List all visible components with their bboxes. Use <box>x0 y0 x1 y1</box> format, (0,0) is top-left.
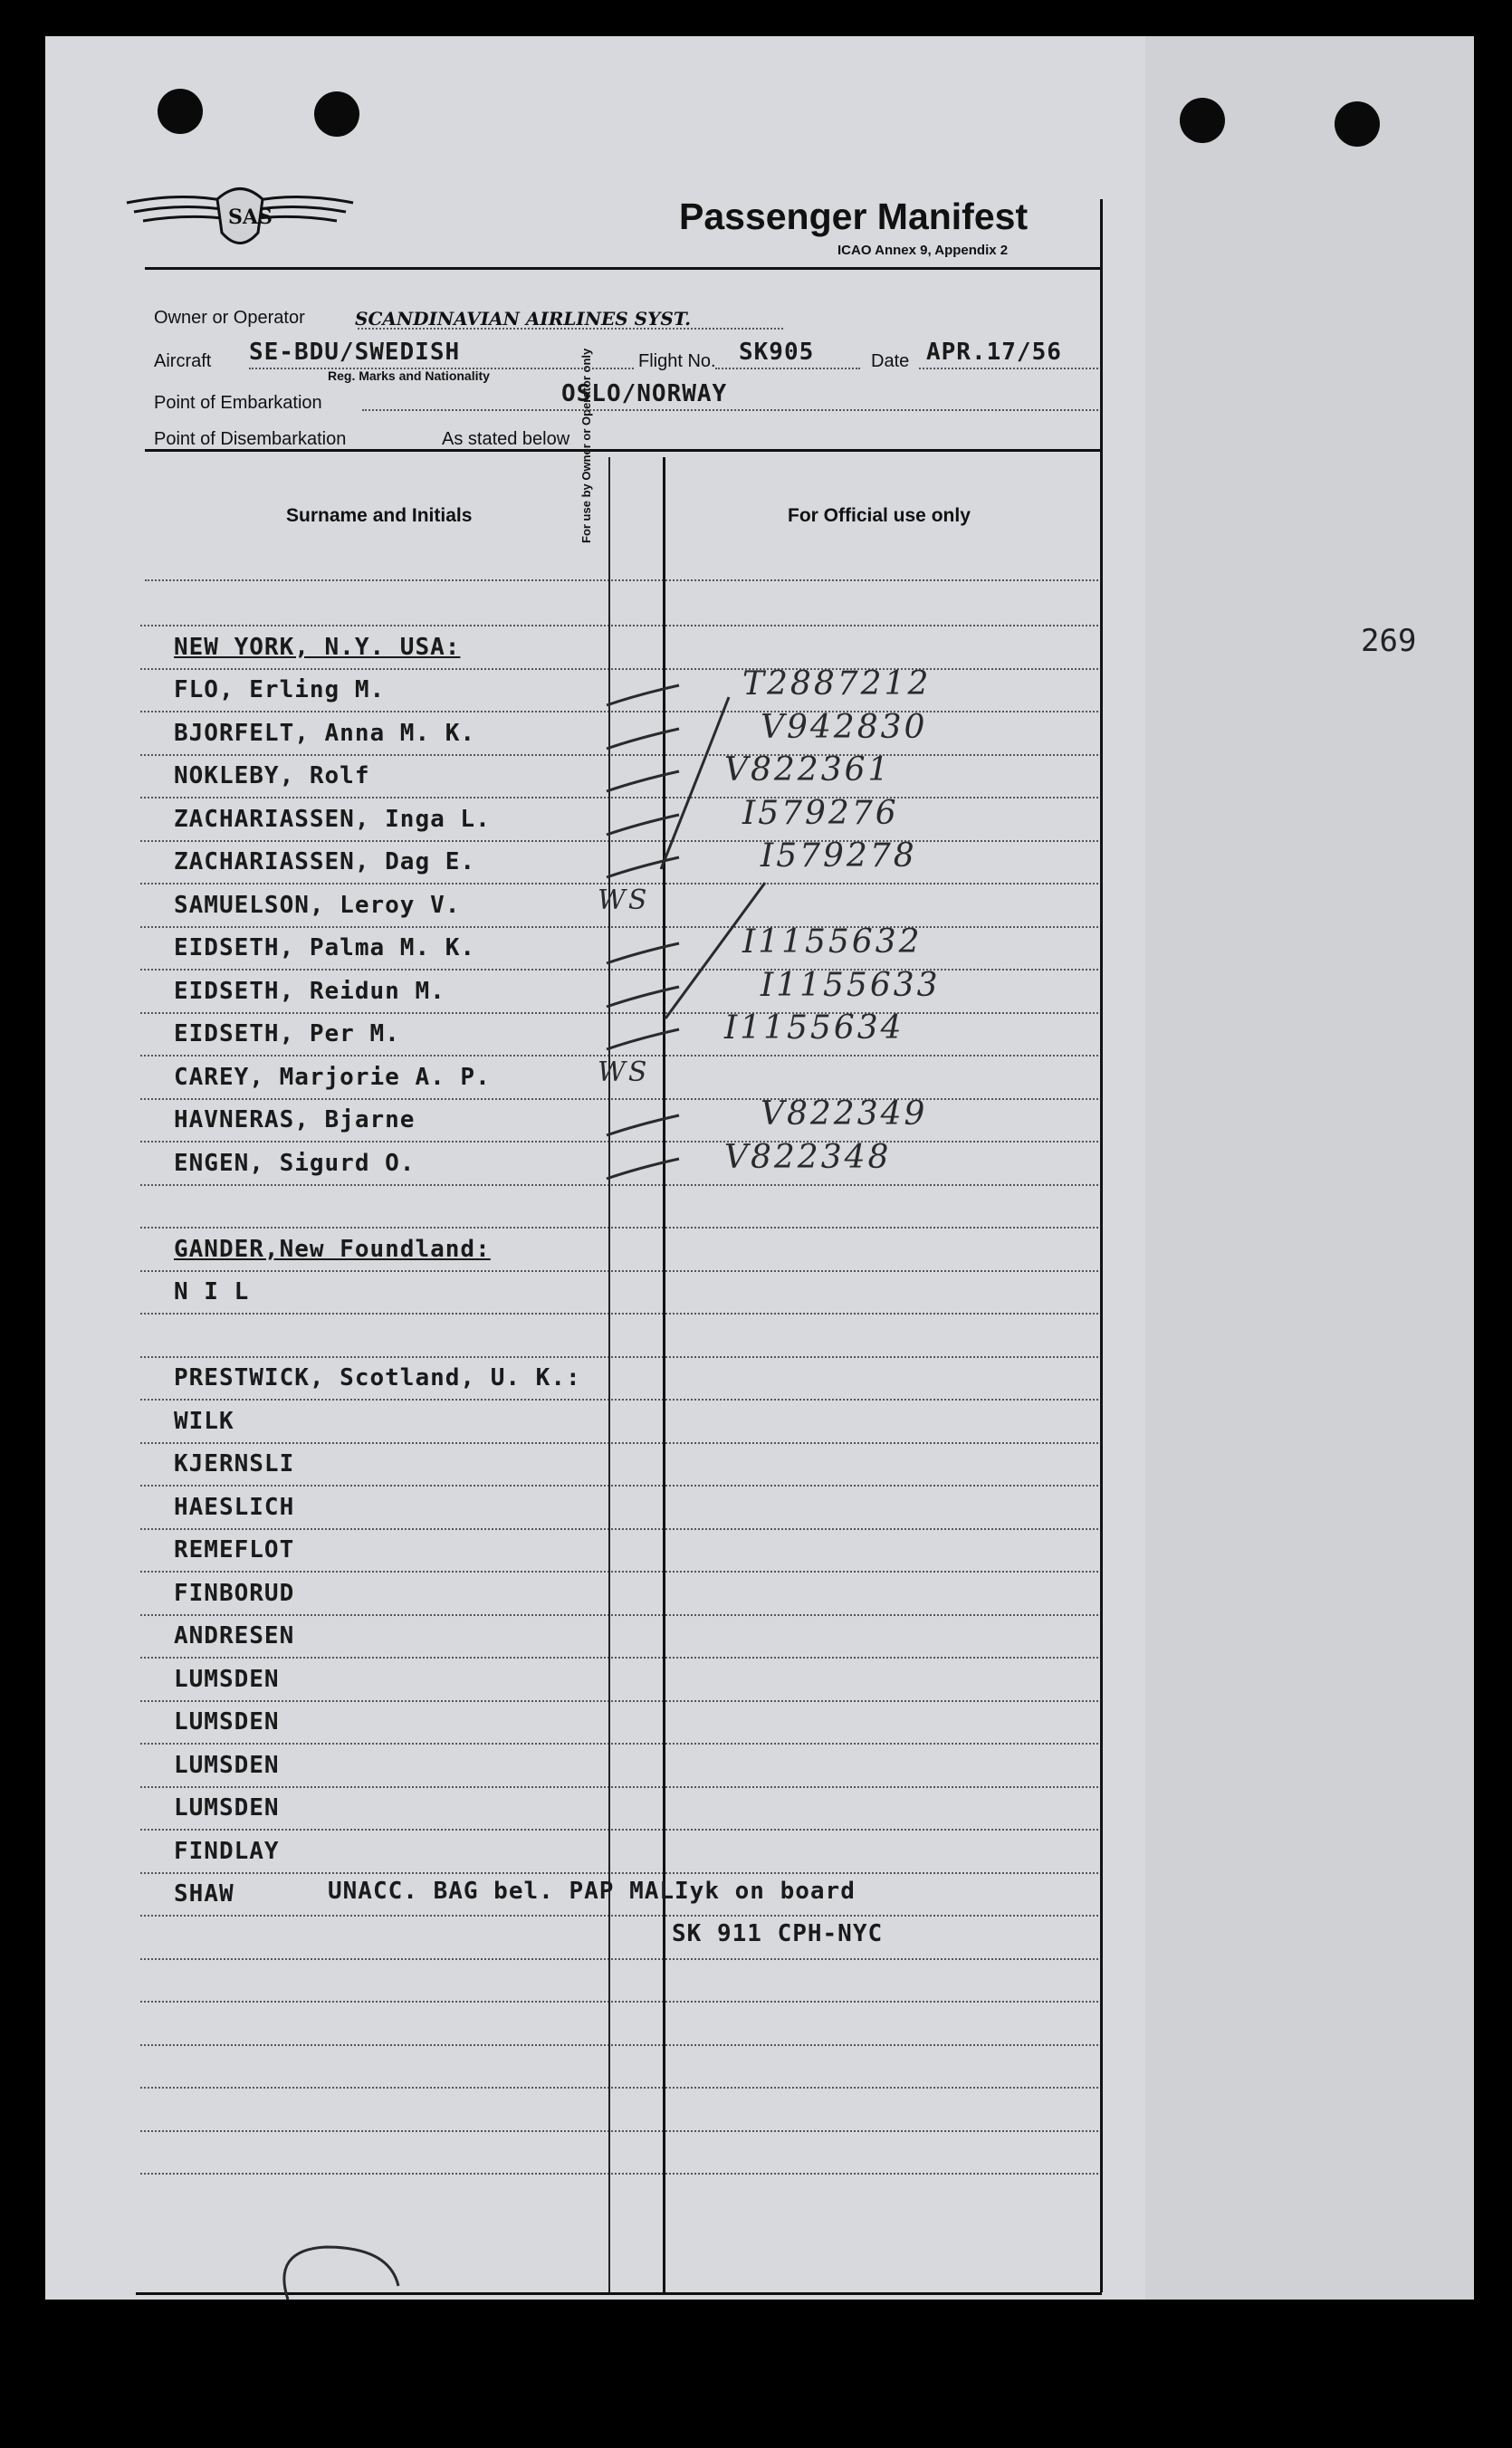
note-line-2: SK 911 CPH-NYC <box>672 1920 884 1947</box>
column-header-owner: For use by Owner or Operator only <box>579 348 593 543</box>
note-line-1: UNACC. BAG bel. PAP MALIyk on board <box>328 1878 856 1905</box>
as-stated-label: As stated below <box>442 429 570 449</box>
official-number: I579278 <box>761 837 917 875</box>
section-heading: NEW YORK, N.Y. USA: <box>174 633 461 661</box>
passenger-name: NOKLEBY, Rolf <box>174 762 370 789</box>
embarkation-value: OSLO/NORWAY <box>561 380 728 407</box>
initials-mark: WS <box>598 884 650 916</box>
official-number: I1155634 <box>724 1009 904 1047</box>
aircraft-value: SE-BDU/SWEDISH <box>249 339 461 366</box>
form-subtitle: ICAO Annex 9, Appendix 2 <box>837 243 1009 258</box>
passenger-name: LUMSDEN <box>174 1665 280 1693</box>
passenger-name: ZACHARIASSEN, Inga L. <box>174 805 491 833</box>
passenger-name: SHAW <box>174 1880 234 1908</box>
date-label: Date <box>871 351 910 371</box>
disembarkation-label: Point of Disembarkation <box>154 429 347 449</box>
passenger-name: EIDSETH, Per M. <box>174 1020 400 1047</box>
aircraft-label: Aircraft <box>154 351 212 371</box>
initials-mark: WS <box>598 1056 650 1088</box>
page-number: 269 <box>1361 623 1417 659</box>
official-number: V822361 <box>724 751 892 789</box>
passenger-name: LUMSDEN <box>174 1751 280 1779</box>
official-number: V942830 <box>761 708 928 746</box>
passenger-name: N I L <box>174 1278 250 1305</box>
official-number: V822348 <box>724 1138 892 1176</box>
passenger-name: HAVNERAS, Bjarne <box>174 1106 416 1133</box>
column-header-surname: Surname and Initials <box>286 505 473 526</box>
official-number: I1155633 <box>761 966 941 1004</box>
flight-no-label: Flight No. <box>638 351 716 371</box>
reg-marks-label: Reg. Marks and Nationality <box>328 368 490 383</box>
flight-no-value: SK905 <box>739 339 815 366</box>
passenger-name: EIDSETH, Palma M. K. <box>174 934 476 961</box>
passenger-name: KJERNSLI <box>174 1450 295 1477</box>
column-header-official: For Official use only <box>788 505 971 526</box>
passenger-name: CAREY, Marjorie A. P. <box>174 1063 491 1091</box>
passenger-name: LUMSDEN <box>174 1794 280 1822</box>
official-number: I579276 <box>742 794 899 832</box>
passenger-name: FLO, Erling M. <box>174 676 386 703</box>
passenger-name: FINDLAY <box>174 1837 280 1865</box>
official-number: V822349 <box>761 1095 928 1133</box>
operator-value: SCANDINAVIAN AIRLINES SYST. <box>355 308 692 330</box>
passenger-name: ZACHARIASSEN, Dag E. <box>174 848 476 875</box>
pen-stroke-mark <box>661 697 729 869</box>
section-heading: GANDER,New Foundland: <box>174 1235 491 1263</box>
passenger-name: HAESLICH <box>174 1493 295 1521</box>
signature-mark <box>284 2247 398 2300</box>
date-value: APR.17/56 <box>926 339 1062 366</box>
official-number: I1155632 <box>742 923 923 961</box>
passenger-name: WILK <box>174 1407 234 1435</box>
official-number: T2887212 <box>742 665 932 703</box>
svg-text:SAS: SAS <box>228 206 273 229</box>
passenger-name: EIDSETH, Reidun M. <box>174 977 445 1005</box>
passenger-name: REMEFLOT <box>174 1536 295 1563</box>
passenger-name: ENGEN, Sigurd O. <box>174 1149 416 1177</box>
passenger-name: ANDRESEN <box>174 1622 295 1650</box>
passenger-name: PRESTWICK, Scotland, U. K.: <box>174 1364 581 1391</box>
pen-stroke-mark <box>665 883 765 1018</box>
form-title: Passenger Manifest <box>679 196 1029 237</box>
passenger-name: LUMSDEN <box>174 1708 280 1736</box>
passenger-name: SAMUELSON, Leroy V. <box>174 891 461 919</box>
owner-label: Owner or Operator <box>154 308 305 328</box>
passenger-name: BJORFELT, Anna M. K. <box>174 719 476 747</box>
embarkation-label: Point of Embarkation <box>154 393 322 413</box>
passenger-name: FINBORUD <box>174 1579 295 1607</box>
